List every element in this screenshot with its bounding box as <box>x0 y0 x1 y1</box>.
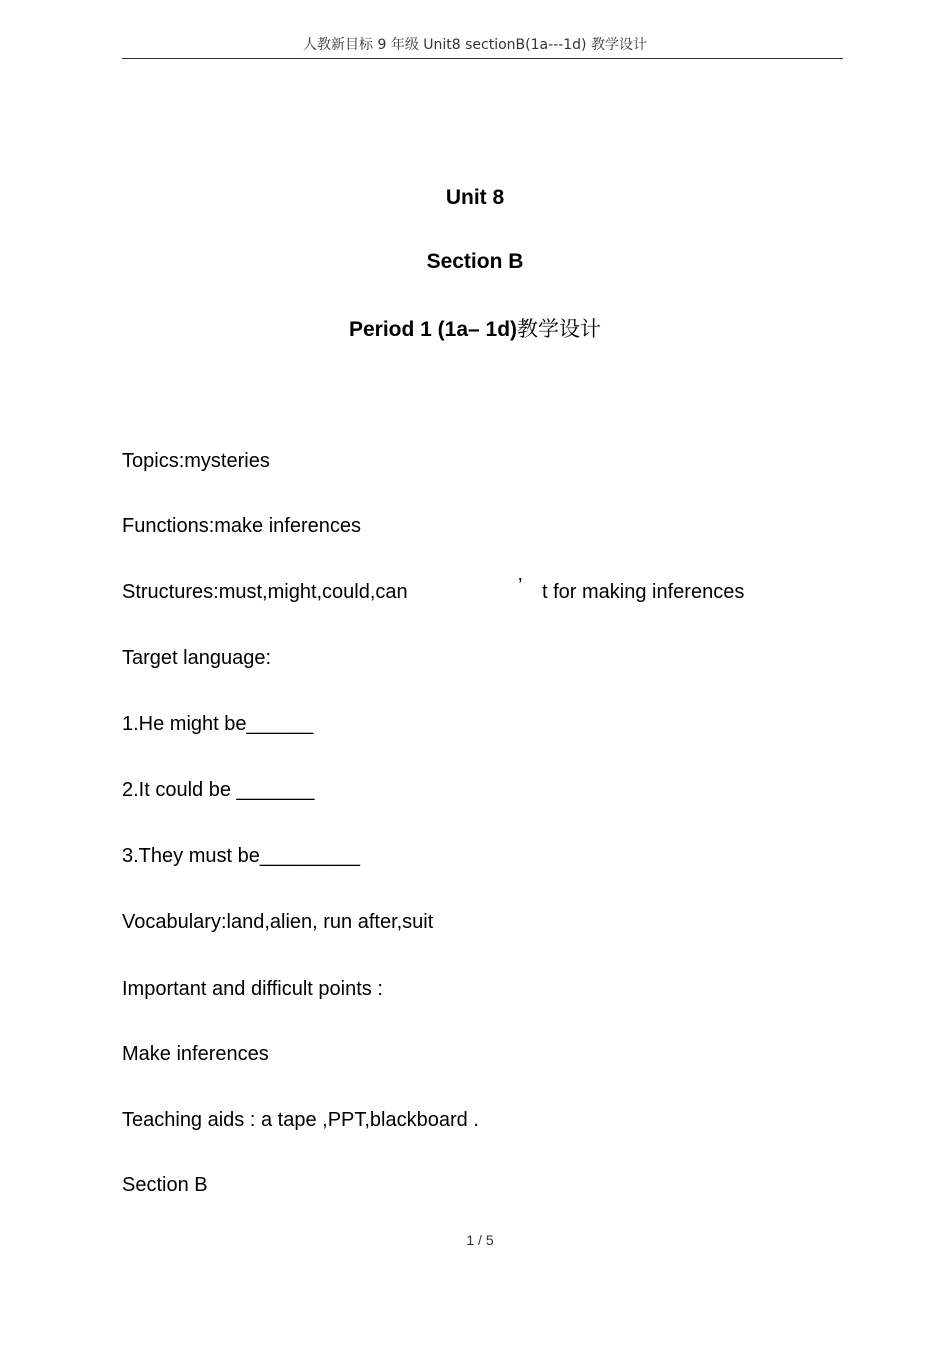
functions-line: Functions:make inferences <box>122 515 362 537</box>
target-language-heading: Target language: <box>122 647 272 669</box>
section-b-heading: Section B <box>122 1174 208 1196</box>
page-number: 1 / 5 <box>466 1232 494 1248</box>
period-title-label: Period 1 (1a– 1d) <box>348 318 518 341</box>
header-divider <box>122 58 843 59</box>
target-item-1: 1.He might be______ <box>122 713 314 735</box>
structures-apostrophe: ’ <box>518 575 523 597</box>
teaching-aids-line: Teaching aids : a tape ,PPT,blackboard . <box>122 1109 479 1131</box>
vocabulary-line: Vocabulary:land,alien, run after,suit <box>122 911 434 933</box>
target-item-2: 2.It could be _______ <box>122 779 315 801</box>
structures-line-end: t for making inferences <box>542 581 745 603</box>
period-title-cn: 教学设计 <box>517 317 602 341</box>
unit-title: Unit 8 <box>445 186 505 209</box>
structures-line: Structures:must,might,could,can <box>122 581 408 603</box>
topics-line: Topics:mysteries <box>122 450 270 472</box>
important-points-heading: Important and difficult points : <box>122 978 383 1000</box>
page-header: 人教新目标 9 年级 Unit8 sectionB(1a---1d) 教学设计 <box>303 37 647 53</box>
period-title <box>0 316 950 343</box>
section-title: Section B <box>426 250 524 273</box>
target-item-3: 3.They must be_________ <box>122 845 360 867</box>
important-points-text: Make inferences <box>122 1043 269 1065</box>
